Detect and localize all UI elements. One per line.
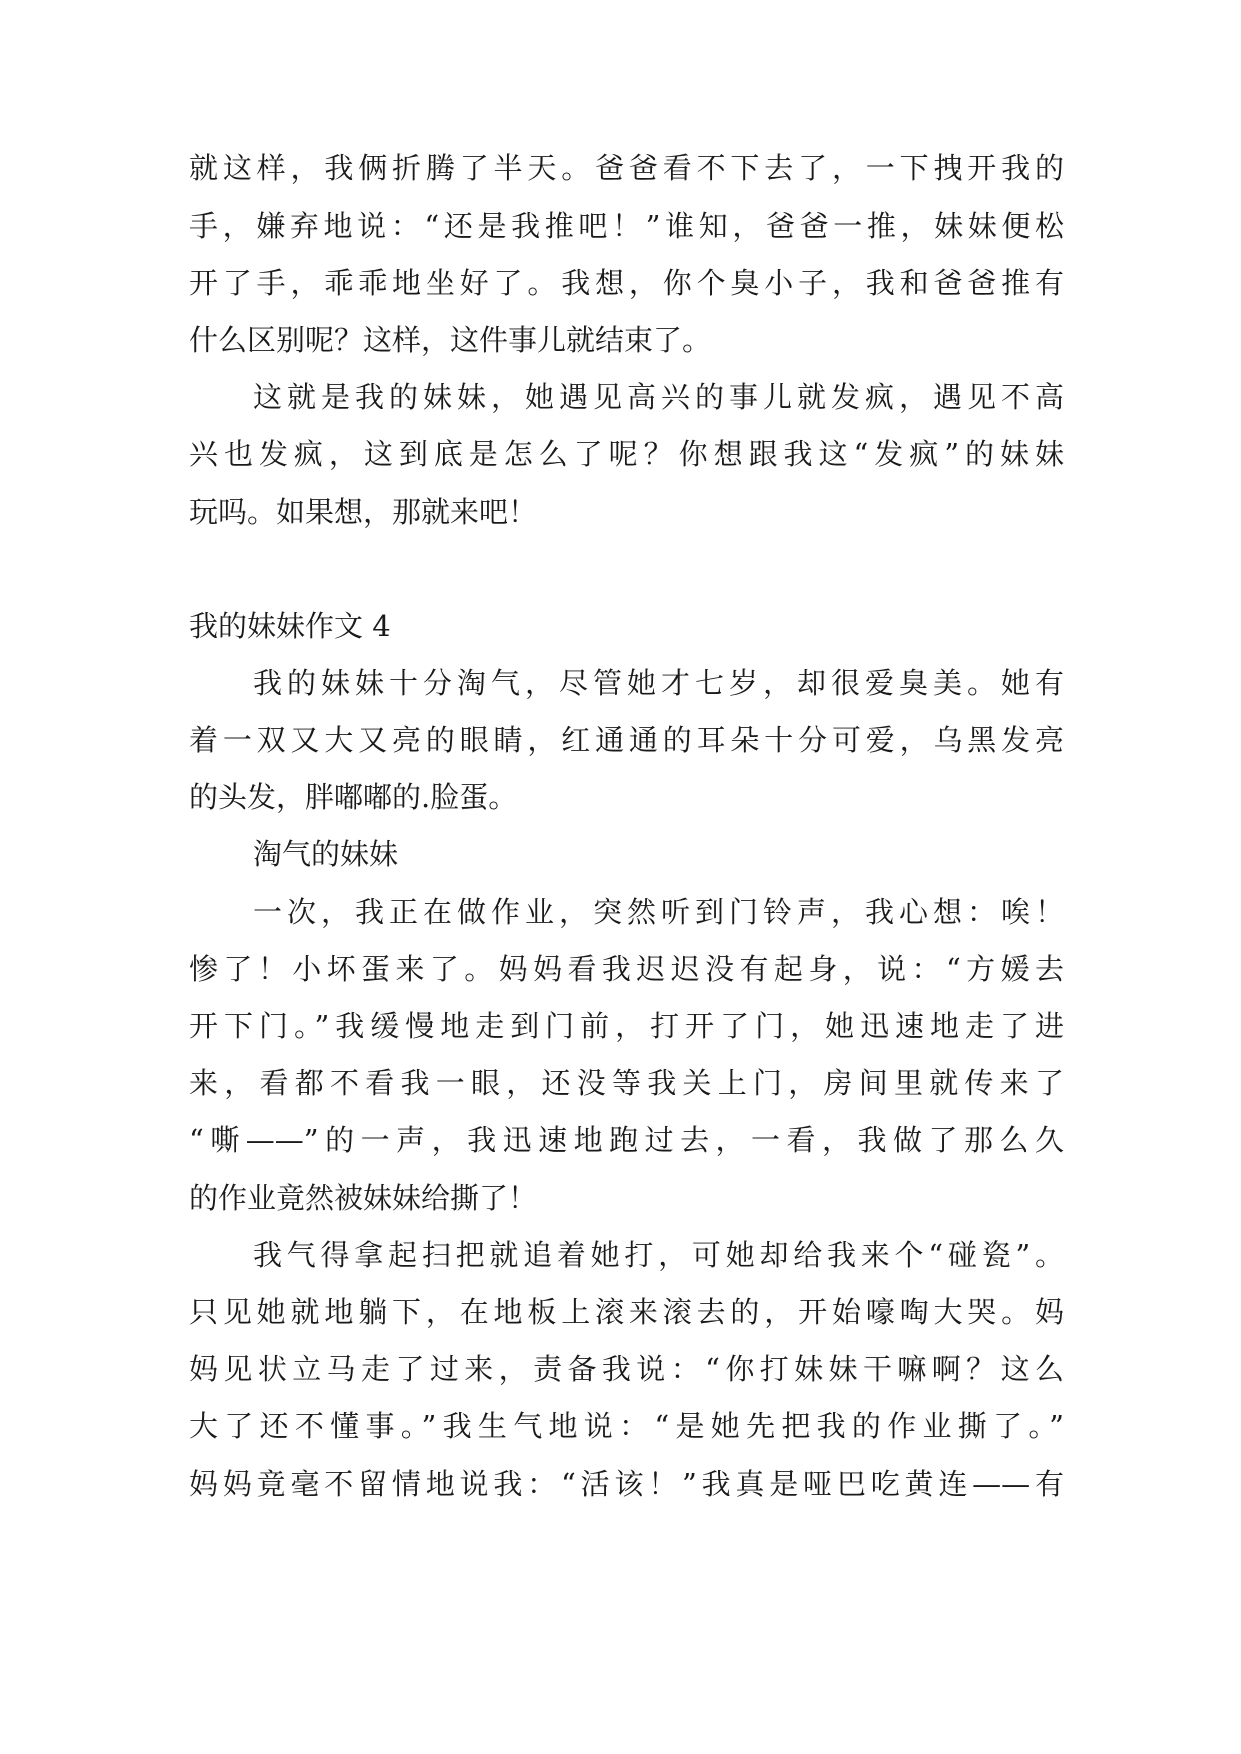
text-line: 什么区别呢？这样，这件事儿就结束了。 bbox=[189, 323, 712, 357]
text-line: 这就是我的妹妹，她遇见高兴的事儿就发疯，遇见不高 bbox=[253, 380, 1064, 414]
text-line: 来，看都不看我一眼，还没等我关上门，房间里就传来了 bbox=[189, 1066, 1064, 1100]
text-line: 的作业竟然被妹妹给撕了！ bbox=[189, 1181, 538, 1215]
text-line: 开了手，乖乖地坐好了。我想，你个臭小子，我和爸爸推有 bbox=[189, 266, 1064, 300]
text-line: 着一双又大又亮的眼睛，红通通的耳朵十分可爱，乌黑发亮 bbox=[189, 723, 1064, 757]
text-line: 玩吗。如果想，那就来吧！ bbox=[189, 495, 538, 529]
section-title: 我的妹妹作文 4 bbox=[189, 609, 391, 643]
text-line: 一次，我正在做作业，突然听到门铃声，我心想：唉！ bbox=[253, 895, 1064, 929]
text-line: 只见她就地躺下，在地板上滚来滚去的，开始嚎啕大哭。妈 bbox=[189, 1295, 1064, 1329]
subtitle: 淘气的妹妹 bbox=[253, 837, 399, 871]
text-line: 我气得拿起扫把就追着她打，可她却给我来个“碰瓷”。 bbox=[253, 1238, 1064, 1272]
text-line: 妈见状立马走了过来，责备我说：“你打妹妹干嘛啊？这么 bbox=[189, 1352, 1064, 1386]
text-line: 兴也发疯，这到底是怎么了呢？你想跟我这“发疯”的妹妹 bbox=[189, 437, 1064, 471]
text-line: 惨了！小坏蛋来了。妈妈看我迟迟没有起身，说：“方媛去 bbox=[189, 952, 1064, 986]
text-line: 手，嫌弃地说：“还是我推吧！”谁知，爸爸一推，妹妹便松 bbox=[189, 209, 1064, 243]
text-line: 我的妹妹十分淘气，尽管她才七岁，却很爱臭美。她有 bbox=[253, 666, 1064, 700]
text-line: 大了还不懂事。”我生气地说：“是她先把我的作业撕了。” bbox=[189, 1409, 1064, 1443]
text-line: 妈妈竟毫不留情地说我：“活该！”我真是哑巴吃黄连——有 bbox=[189, 1467, 1064, 1501]
text-line: 就这样，我俩折腾了半天。爸爸看不下去了，一下拽开我的 bbox=[189, 151, 1064, 185]
text-line: 的头发，胖嘟嘟的.脸蛋。 bbox=[189, 780, 518, 814]
text-line: 开下门。”我缓慢地走到门前，打开了门，她迅速地走了进 bbox=[189, 1009, 1064, 1043]
text-line: “嘶——”的一声，我迅速地跑过去，一看，我做了那么久 bbox=[189, 1123, 1064, 1157]
